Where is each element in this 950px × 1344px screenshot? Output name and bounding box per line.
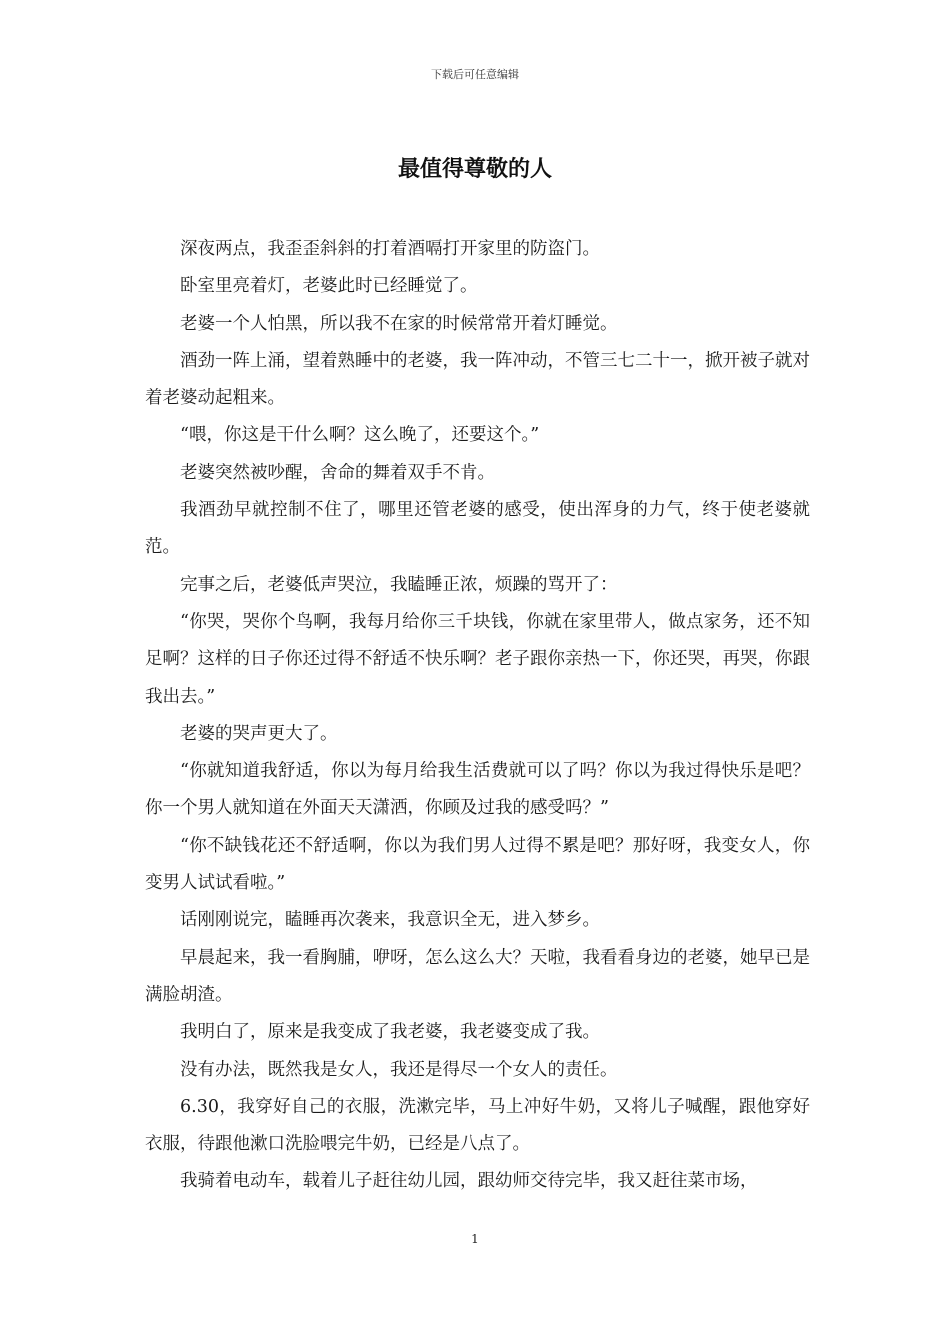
page-number: 1 [471,1232,479,1246]
paragraph: “你哭，哭你个鸟啊，我每月给你三千块钱，你就在家里带人，做点家务，还不知足啊？这样的日子你还过得不舒适不快乐啊？老子跟你亲热一下，你还哭，再哭，你跟我出去。” [145,611,810,707]
paragraph: 早晨起来，我一看胸脯，咿呀，怎么这么大？天啦，我看看身边的老婆，她早已是满脸胡渣。 [145,947,810,1005]
paragraph: 话刚刚说完，瞌睡再次袭来，我意识全无，进入梦乡。 [180,910,600,931]
paragraph: 我骑着电动车，载着儿子赶往幼儿园，跟幼师交待完毕，我又赶往菜市场， [180,1171,758,1192]
paragraph: 卧室里亮着灯，老婆此时已经睡觉了。 [180,276,478,297]
paragraph: 老婆突然被吵醒，舍命的舞着双手不肯。 [180,462,495,483]
paragraph: “你不缺钱花还不舒适啊，你以为我们男人过得不累是吧？那好呀，我变女人，你变男人试试看啦。” [145,835,810,894]
paragraph: 6.30，我穿好自己的衣服，洗漱完毕，马上冲好牛奶，又将儿子喊醒，跟他穿好衣服，待跟他漱口洗脸喂完牛奶，已经是八点了。 [145,1096,810,1155]
paragraph: 我酒劲早就控制不住了，哪里还管老婆的感受，使出浑身的力气，终于使老婆就范。 [145,500,810,558]
paragraph: 老婆一个人怕黑，所以我不在家的时候常常开着灯睡觉。 [180,313,618,334]
document-title: 最值得尊敬的人 [397,156,552,182]
paragraph: “你就知道我舒适，你以为每月给我生活费就可以了吗？你以为我过得快乐是吧？你一个男人就知道在外面天天潇洒，你顾及过我的感受吗？” [145,761,810,819]
paragraph: 我明白了，原来是我变成了我老婆，我老婆变成了我。 [180,1022,600,1043]
paragraph: 没有办法，既然我是女人，我还是得尽一个女人的责任。 [180,1059,618,1080]
paragraph: 老婆的哭声更大了。 [180,723,338,744]
document-body [145,231,810,1201]
header-note: 下载后可任意编辑 [431,68,519,81]
paragraph: “喂，你这是干什么啊？这么晚了，还要这个。” [180,425,540,446]
paragraph: 酒劲一阵上涌，望着熟睡中的老婆，我一阵冲动，不管三七二十一，掀开被子就对着老婆动起粗来。 [145,350,810,409]
paragraph: 完事之后，老婆低声哭泣，我瞌睡正浓，烦躁的骂开了： [180,574,618,595]
paragraph: 深夜两点，我歪歪斜斜的打着酒嗝打开家里的防盗门。 [180,239,600,259]
